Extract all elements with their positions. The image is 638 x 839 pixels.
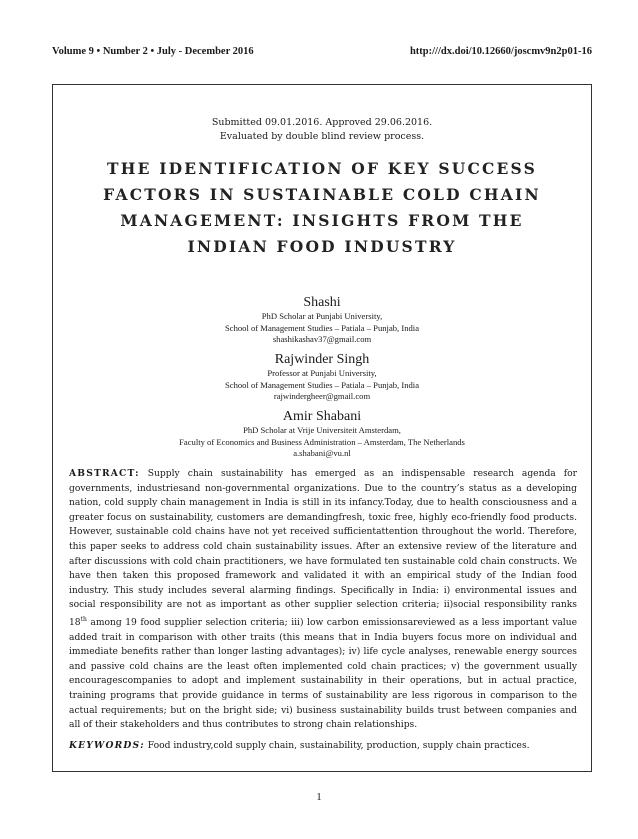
author-name: Amir Shabani [282, 409, 362, 424]
author-name: Rajwinder Singh [274, 352, 370, 367]
page-number: 1 [316, 791, 322, 803]
submission-dates: Submitted 09.01.2016. Approved 29.06.2016. [211, 117, 433, 128]
volume-info: Volume 9 • Number 2 • July - December 2016 [52, 46, 254, 57]
abstract [69, 467, 577, 733]
running-header [52, 46, 592, 57]
author-block [52, 409, 592, 460]
author-block [52, 295, 592, 346]
submission-info [52, 116, 592, 144]
review-process: Evaluated by double blind review process. [219, 131, 425, 142]
author-affiliation: School of Management Studies – Patiala – Punjab, India [224, 322, 420, 333]
abstract-text-continued: among 19 food supplier selection criteria; iii) low carbon emissionsareviewed as a less important value added trait in comparison with other traits (this means that in India buyers focus more on individual and immediate benefits rather than longer lasting advantages); iv) life cycle analyses, renewable energy sources and passive cold chains are the least often implemented cold chain practices; v) the government usually encouragescompanies to adopt and implement sustainability in their operations, but in actual practice, training programs that provide guidance in terms of sustainability are less rigorous in comparison to the actual requirements; but on the bright side; vi) business sustainability builds trust between companies and all of their stakeholders and thus contributes to strong chain relationships. [69, 617, 577, 731]
keywords-text: Food industry,cold supply chain, sustainability, production, supply chain practices. [144, 741, 530, 751]
superscript: th [80, 615, 87, 623]
author-affiliation: Faculty of Economics and Business Administration – Amsterdam, The Netherlands [179, 436, 465, 447]
author-role: PhD Scholar at Punjabi University, [261, 311, 383, 321]
author-email[interactable]: shashikashav37@gmail.com [272, 334, 372, 344]
author-email[interactable]: a.shabani@vu.nl [293, 448, 351, 458]
abstract-label: ABSTRACT: [69, 468, 140, 479]
author-block [52, 352, 592, 403]
author-role: PhD Scholar at Vrije Universiteit Amsterdam, [243, 425, 401, 435]
paper-title: THE IDENTIFICATION OF KEY SUCCESS FACTORS IN SUSTAINABLE COLD CHAIN MANAGEMENT: INSIGHTS FROM THE INDIAN FOOD INDUSTRY [103, 159, 541, 256]
keywords-label: KEYWORDS: [69, 740, 145, 751]
author-affiliation: School of Management Studies – Patiala – Punjab, India [224, 379, 420, 390]
author-role: Professor at Punjabi University, [267, 368, 377, 378]
author-name: Shashi [303, 295, 341, 310]
author-email[interactable]: rajwindergheer@gmail.com [273, 391, 371, 401]
doi-link[interactable]: http:///dx.doi/10.12660/joscmv9n2p01-16 [409, 46, 592, 57]
keywords [69, 739, 577, 753]
abstract-text: Supply chain sustainability has emerged as an indispensable research agenda for governments, industriesand non-governmental organizations. Due to the country’s status as a developing nation, cold supply chain management in India is still in its infancy.Today, due to health consciousness and a greater focus on sustainability, customers are demandingfresh, toxic free, highly eco-friendly food products. However, sustainable cold chains have not yet received sufficientattention throughout the world. Therefore, this paper seeks to address cold chain sustainability issues. After an extensive review of the literature and after discussions with cold chain practitioners, we have formulated ten sustainable cold chain constructs. We have then taken this proposed framework and validated it with an empirical study of the Indian food industry. This study includes several alarming findings. Specifically in India: i) environmental issues and social responsibility are not as important as other supplier selection criteria; ii)social responsibility ranks 18 [69, 469, 577, 628]
